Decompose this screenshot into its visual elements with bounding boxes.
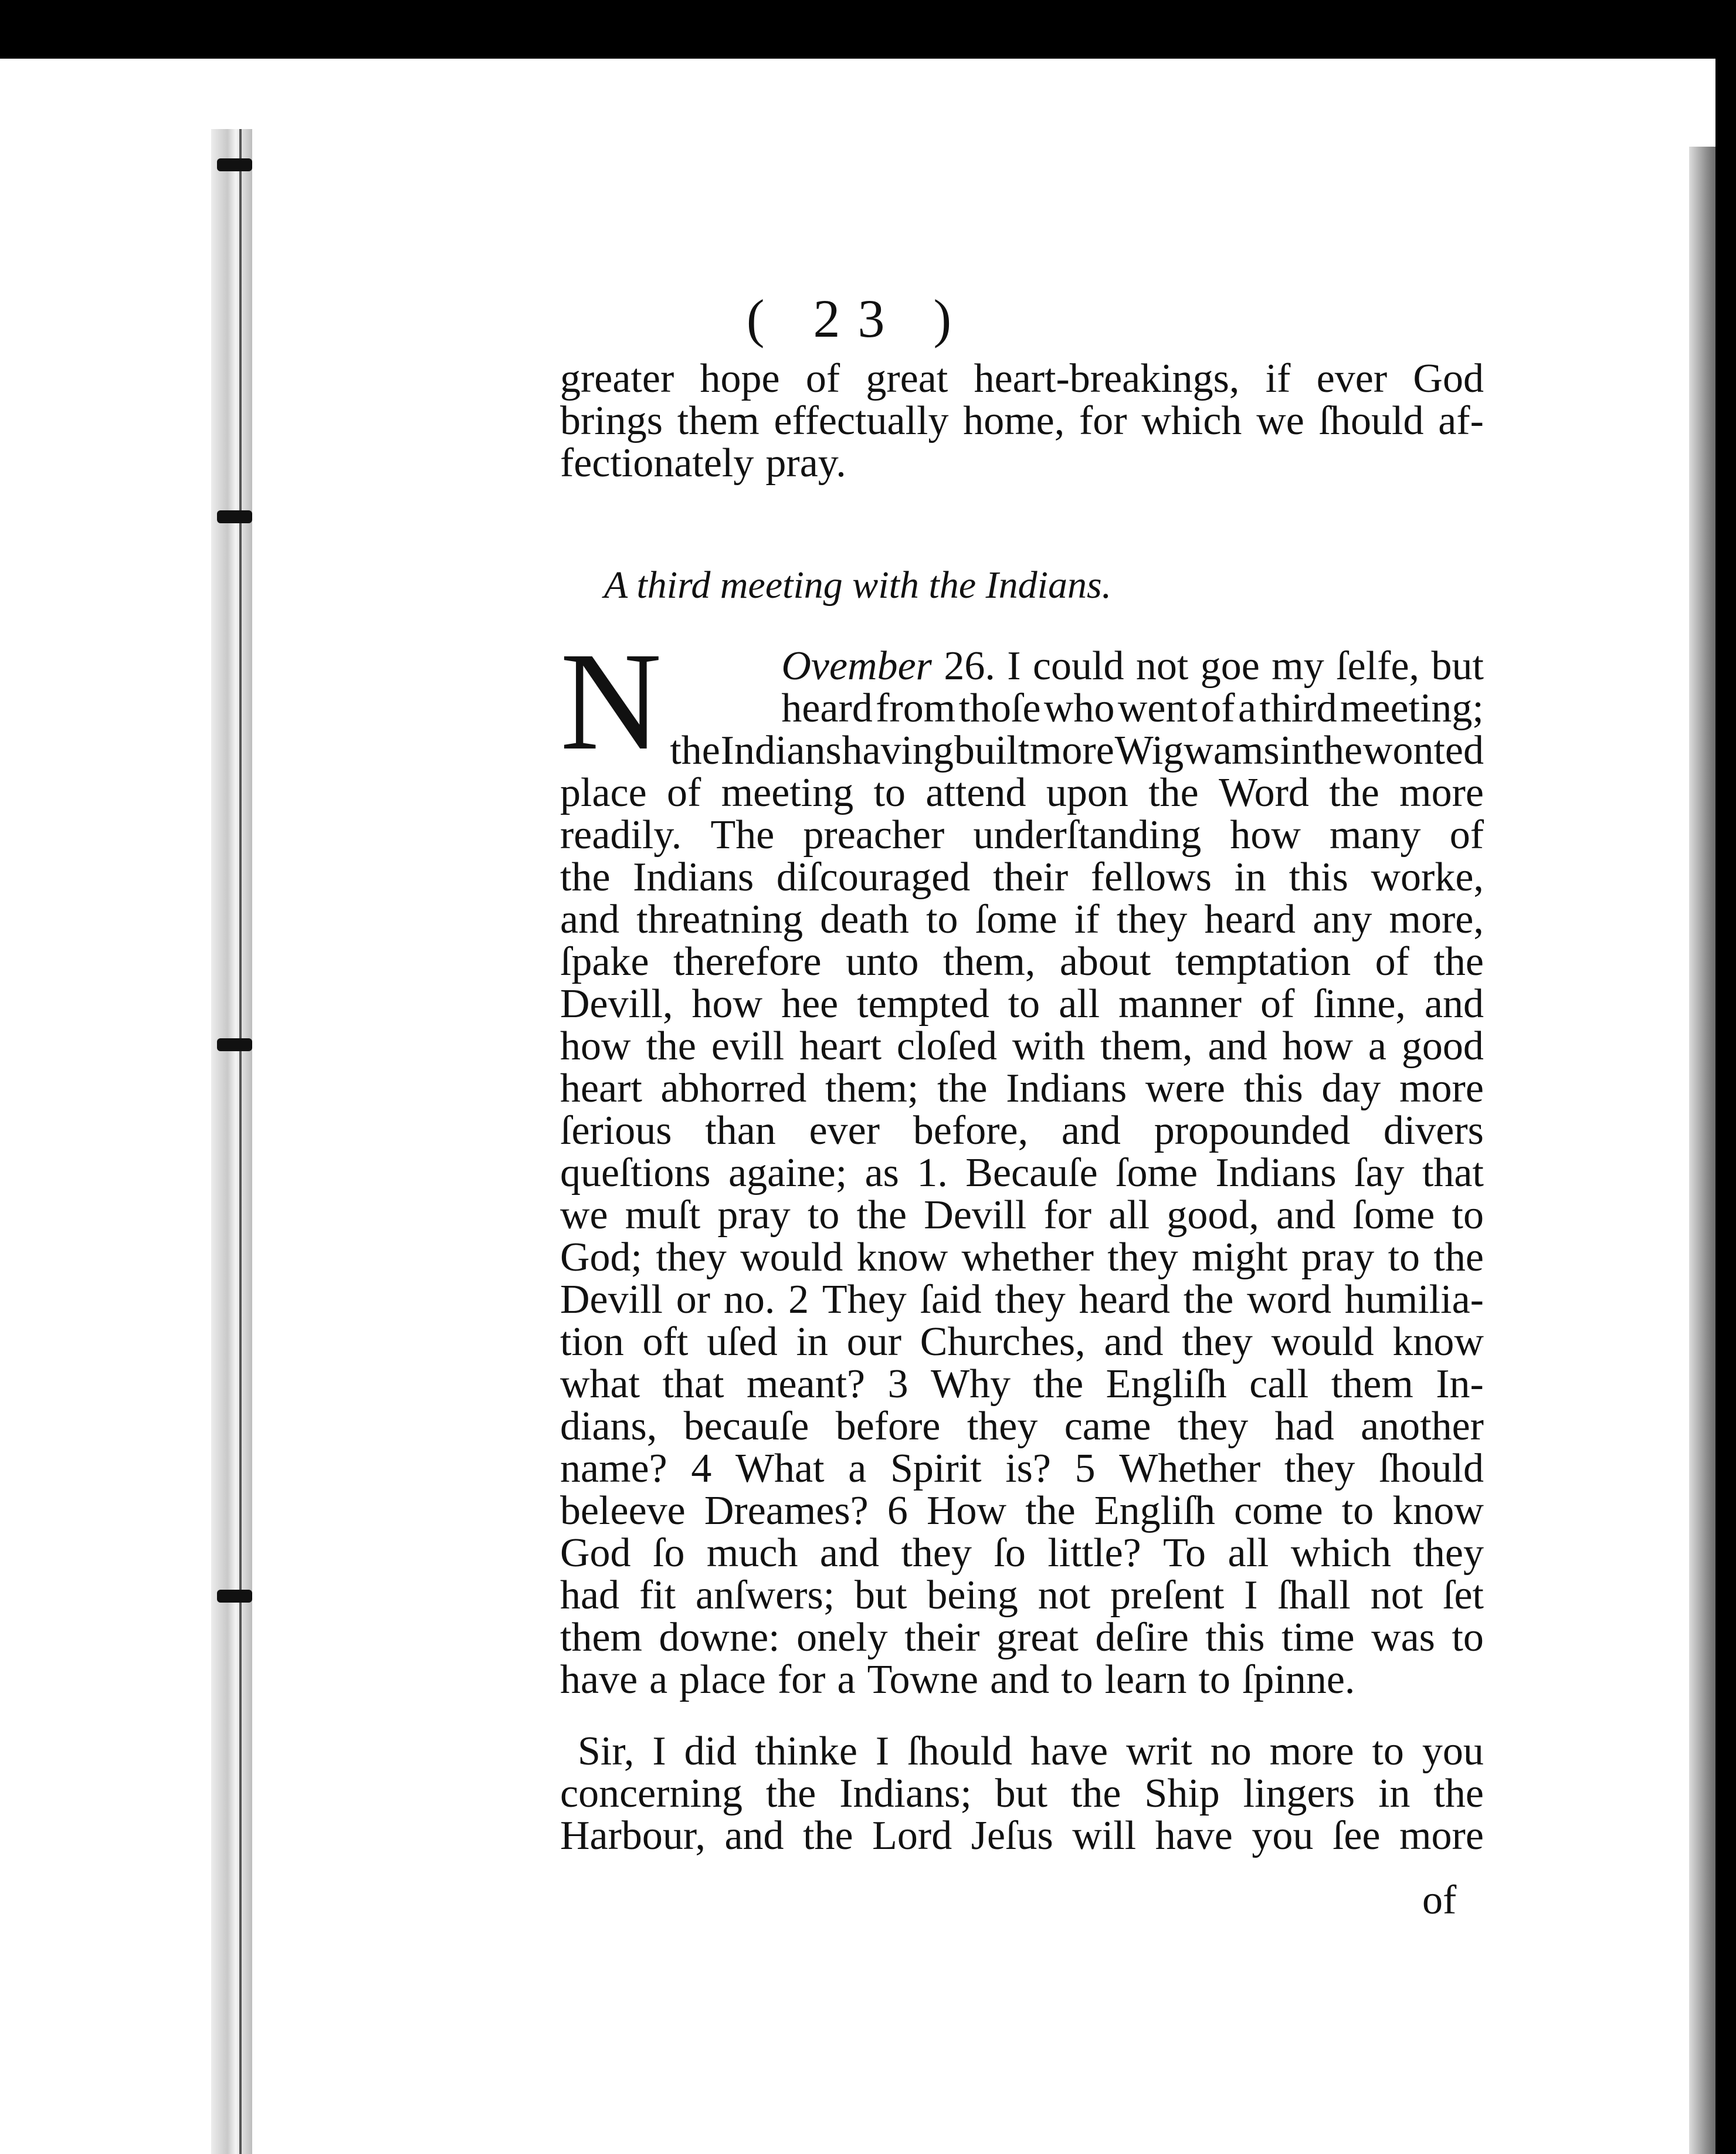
- text-line: dians, becauſe before they came they had another: [560, 1404, 1484, 1449]
- binding-thread-mark: [217, 510, 252, 523]
- text-line: how the evill heart cloſed with them, and how a good: [560, 1024, 1484, 1069]
- text-line: readily. The preacher underſtanding how many of: [560, 812, 1484, 858]
- page-number: ( 23 ): [746, 289, 969, 348]
- text-line: the Indians diſcouraged their fellows in this worke,: [560, 855, 1484, 900]
- text-line: God; they would know whether they might pray to the: [560, 1235, 1484, 1280]
- text-line: Harbour, and the Lord Jeſus will have you ſee more: [560, 1813, 1484, 1858]
- text-line: and threatning death to ſome if they heard any more,: [560, 897, 1484, 942]
- text-line: ſpake therefore unto them, about temptation of the: [560, 939, 1484, 984]
- page-edge-shadow: [1689, 147, 1715, 2154]
- text-line: concerning the Indians; but the Ship lingers in the: [560, 1771, 1484, 1816]
- text-line: place of meeting to attend upon the Word the more: [560, 770, 1484, 815]
- text-line: brings them effectually home, for which we ſhould af-: [560, 398, 1484, 443]
- text-line: Sir, I did thinke I ſhould have writ no more to you: [578, 1729, 1484, 1774]
- main-paragraph: [560, 623, 1484, 1702]
- text-line: name? 4 What a Spirit is? 5 Whether they ſhould: [560, 1446, 1484, 1491]
- text-line: Ovember 26. I could not goe my ſelfe, but: [781, 644, 1484, 689]
- text-line: Devill or no. 2 They ſaid they heard the word humilia-: [560, 1277, 1484, 1322]
- spine-shadow: [239, 129, 242, 2154]
- text-line: beleeve Dreames? 6 How the Engliſh come to know: [560, 1488, 1484, 1533]
- text-line: have a place for a Towne and to learn to ſpinne.: [560, 1657, 1355, 1702]
- text-line: had fit anſwers; but being not preſent I ſhall not ſet: [560, 1573, 1484, 1618]
- binding-thread-mark: [217, 158, 252, 171]
- text-line: fectionately pray.: [560, 441, 846, 486]
- binding-thread-mark: [217, 1590, 252, 1603]
- drop-cap: N: [560, 623, 662, 779]
- text-line: queſtions againe; as 1. Becauſe ſome Indians ſay that: [560, 1150, 1484, 1195]
- book-page: [0, 59, 1715, 2154]
- text-line: the Indians having built more Wigwams in the wonted: [670, 728, 1484, 773]
- text-line: heard from thoſe who went of a third meeting;: [781, 686, 1484, 731]
- binding-thread-mark: [217, 1038, 252, 1051]
- text-line: heart abhorred them; the Indians were this day more: [560, 1066, 1484, 1111]
- section-heading: A third meeting with the Indians.: [603, 564, 1112, 607]
- text-line: God ſo much and they ſo little? To all which they: [560, 1530, 1484, 1576]
- text-line: tion oft uſed in our Churches, and they would know: [560, 1319, 1484, 1364]
- text-line: greater hope of great heart-breakings, if ever God: [560, 356, 1484, 401]
- text-line: Devill, how hee tempted to all manner of ſinne, and: [560, 981, 1484, 1027]
- text-line: ſerious than ever before, and propounded divers: [560, 1108, 1484, 1153]
- text-line: we muſt pray to the Devill for all good, and ſome to: [560, 1193, 1484, 1238]
- catchword: of: [1422, 1878, 1457, 1923]
- text-line: what that meant? 3 Why the Engliſh call them In-: [560, 1362, 1484, 1407]
- opening-text: [560, 358, 1484, 485]
- second-paragraph: [560, 1730, 1484, 1857]
- book-spine: [211, 129, 252, 2154]
- text-line: them downe: onely their great deſire this time was to: [560, 1615, 1484, 1660]
